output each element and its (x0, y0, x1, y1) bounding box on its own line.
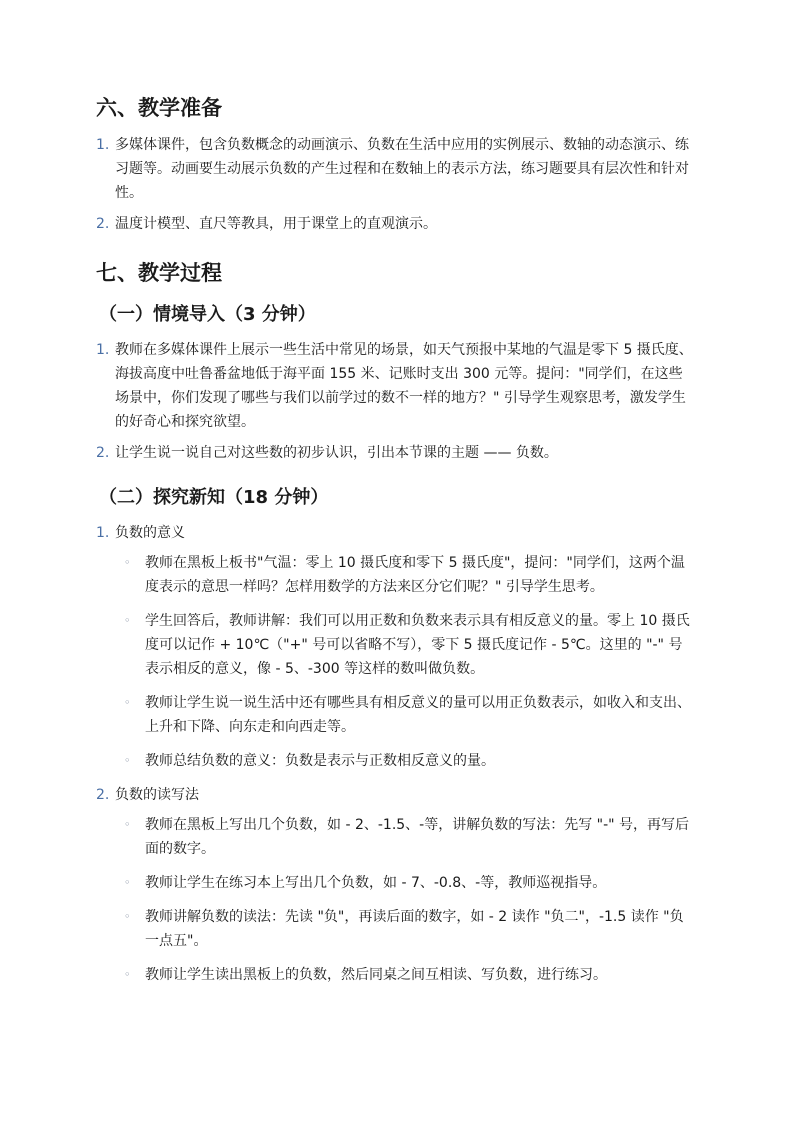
bullet-icon: ◦ (124, 876, 131, 889)
bullet-item (115, 871, 696, 895)
list-item-title: 负数的意义 (115, 525, 185, 541)
bullet-text: 教师讲解负数的读法：先读 "负"，再读后面的数字，如 - 2 读作 "负二"，-1.5 读作 "负一点五"。 (145, 909, 684, 949)
bullet-icon: ◦ (124, 910, 131, 923)
subsection-1-heading: （一）情境导入（3 分钟） (99, 304, 316, 325)
section-7-heading: 七、教学过程 (96, 261, 222, 285)
list-item (96, 338, 696, 434)
bullet-item (115, 691, 696, 739)
bullet-item (115, 749, 696, 773)
list-item (96, 133, 696, 205)
bullet-item (115, 963, 696, 987)
list-item-text: 让学生说一说自己对这些数的初步认识，引出本节课的主题 —— 负数。 (115, 445, 558, 461)
list-item-text: 多媒体课件，包含负数概念的动画演示、负数在生活中应用的实例展示、数轴的动态演示、练习题等。动画要生动展示负数的产生过程和在数轴上的表示方法，练习题要具有层次性和针对性。 (115, 137, 689, 201)
list-item (96, 212, 696, 236)
list-item (96, 441, 696, 465)
subsection-2-list (96, 521, 696, 987)
bullet-text: 教师在黑板上板书"气温：零上 10 摄氏度和零下 5 摄氏度"，提问："同学们，这两个温度表示的意思一样吗？怎样用数学的方法来区分它们呢？" 引导学生思考。 (145, 555, 685, 595)
list-item-text: 教师在多媒体课件上展示一些生活中常见的场景，如天气预报中某地的气温是零下 5 摄氏度、海拔高度中吐鲁番盆地低于海平面 155 米、记账时支出 300 元等。提问："同学们，在这些场景中，你们发现了哪些与我们以前学过的数不一样的地方？" 引导学生观察思考，激发学生的好奇心和探究欲望。 (115, 342, 693, 430)
list-number: 1. (96, 342, 110, 358)
list-item (96, 521, 696, 773)
bullet-text: 学生回答后，教师讲解：我们可以用正数和负数来表示具有相反意义的量。零上 10 摄氏度可以记作 + 10℃（"+" 号可以省略不写），零下 5 摄氏度记作 - 5℃。这里的 "-" 号表示相反的意义，像 - 5、-300 等这样的数叫做负数。 (145, 613, 690, 677)
bullet-text: 教师总结负数的意义：负数是表示与正数相反意义的量。 (145, 753, 495, 769)
bullet-list (115, 813, 696, 987)
bullet-icon: ◦ (124, 556, 131, 569)
bullet-icon: ◦ (124, 696, 131, 709)
bullet-item (115, 551, 696, 599)
bullet-icon: ◦ (124, 968, 131, 981)
bullet-item (115, 609, 696, 681)
list-number: 1. (96, 137, 110, 153)
list-item-title: 负数的读写法 (115, 787, 199, 803)
subsection-1-list (96, 338, 696, 465)
bullet-text: 教师让学生在练习本上写出几个负数，如 - 7、-0.8、-等，教师巡视指导。 (145, 875, 607, 891)
bullet-item (115, 905, 696, 953)
section-6-list (96, 133, 696, 236)
bullet-item (115, 813, 696, 861)
list-item (96, 783, 696, 987)
bullet-icon: ◦ (124, 818, 131, 831)
bullet-list (115, 551, 696, 773)
list-item-text: 温度计模型、直尺等教具，用于课堂上的直观演示。 (115, 216, 437, 232)
list-number: 2. (96, 445, 110, 461)
list-number: 1. (96, 525, 110, 541)
section-6-heading: 六、教学准备 (96, 96, 222, 120)
bullet-icon: ◦ (124, 754, 131, 767)
bullet-icon: ◦ (124, 614, 131, 627)
bullet-text: 教师让学生读出黑板上的负数，然后同桌之间互相读、写负数，进行练习。 (145, 967, 607, 983)
bullet-text: 教师让学生说一说生活中还有哪些具有相反意义的量可以用正负数表示，如收入和支出、上升和下降、向东走和向西走等。 (145, 695, 691, 735)
list-number: 2. (96, 787, 110, 803)
list-number: 2. (96, 216, 110, 232)
bullet-text: 教师在黑板上写出几个负数，如 - 2、-1.5、-等，讲解负数的写法：先写 "-" 号，再写后面的数字。 (145, 817, 690, 857)
document-content (96, 93, 696, 997)
subsection-2-heading: （二）探究新知（18 分钟） (99, 487, 329, 508)
